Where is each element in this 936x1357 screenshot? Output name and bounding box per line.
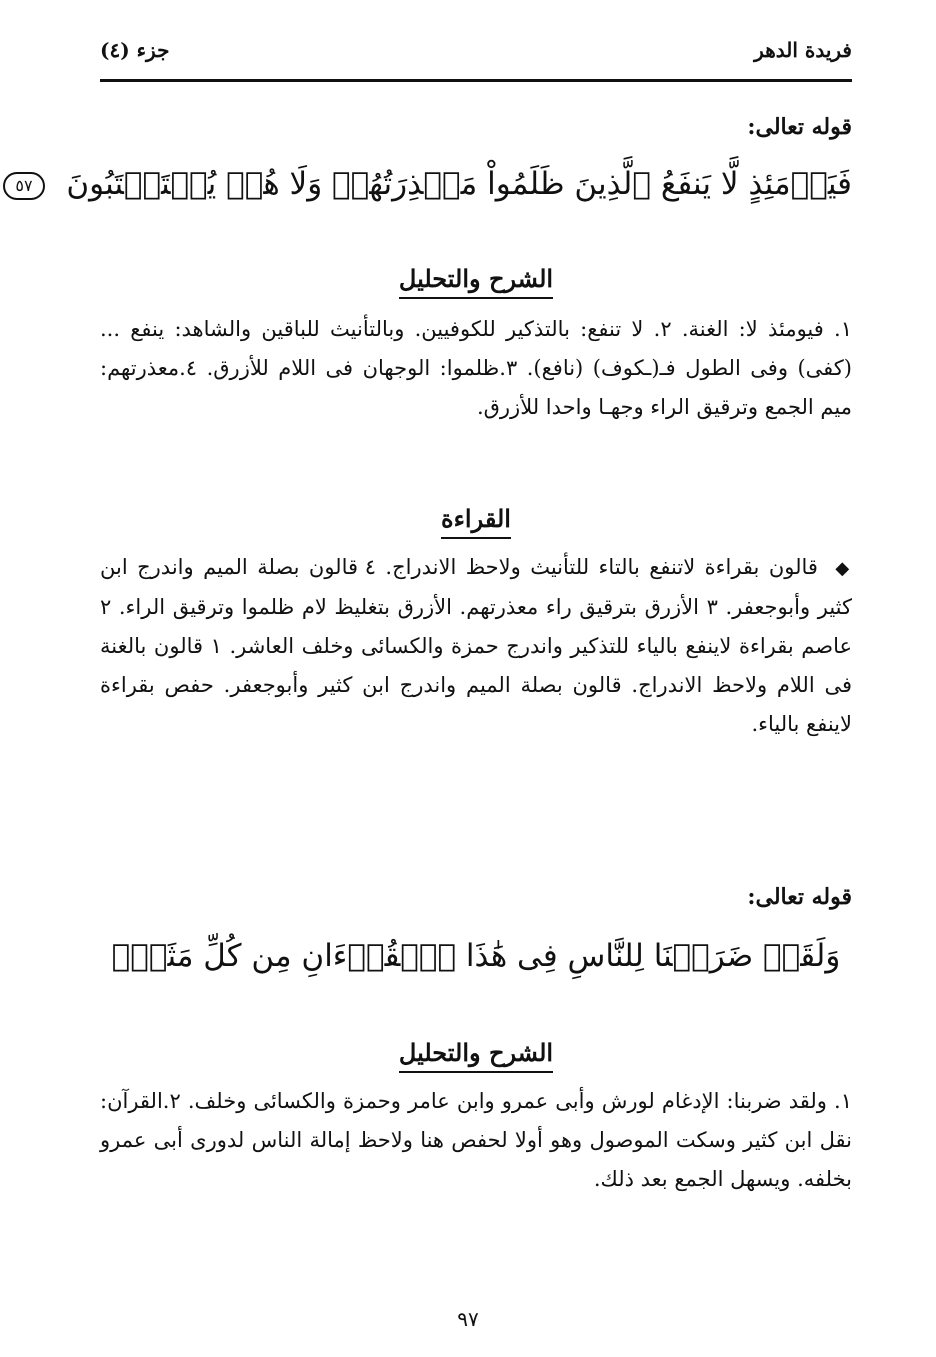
- running-header: [100, 38, 852, 78]
- ayah-number-mark: ٥٧: [3, 172, 44, 200]
- header-rule: [100, 79, 852, 82]
- analysis-paragraph-1: ١. فيومئذ لا: الغنة. ٢. لا تنفع: بالتذكير للكوفيين. وبالتأنيث للباقين والشاهد: ينفع ... (كفى) وفى الطول فـ(ـكوف) (نافع). ٣.ظلموا: الوجهان فى اللام للأزرق. ٤.معذرتهم: ميم الجمع وترقيق الراء وجهـا واحدا للأزرق.: [100, 317, 852, 419]
- verse-intro-2: قوله تعالى:: [747, 884, 852, 910]
- quran-verse-1: [15, 160, 852, 208]
- verse-text-1: فَيَوۡمَئِذٍ لَّا يَنفَعُ ٱلَّذِينَ ظَلَمُواْ مَعۡذِرَتُهُمۡ وَلَا هُمۡ يُسۡتَعۡتَبُونَ: [66, 166, 852, 202]
- reading-heading-text: القراءة: [441, 504, 511, 539]
- diamond-bullet-icon: ◆: [835, 558, 853, 579]
- quran-verse-2: [100, 932, 852, 980]
- reading-text: قالون بقراءة لاتنفع بالتاء للتأنيث ولاحظ الاندراج. ٤ قالون بصلة الميم واندرج ابن كثير وأبوجعفر. ٣ الأزرق بترقيق راء معذرتهم. الأزرق بتغليظ لام ظلموا وترقيق الراء. ٢ عاصم بقراءة لاينفع بالياء للتذكير واندرج حمزة والكسائى وخلف العاشر. ١ قالون بالغنة فى اللام ولاحظ الاندراج. قالون بصلة الميم واندرج ابن كثير وأبوجعفر. حفص بقراءة لاينفع بالياء.: [100, 555, 853, 736]
- analysis-heading-1: [100, 264, 852, 293]
- part-number: جزء (٤): [100, 38, 170, 62]
- page-number: ٩٧: [457, 1307, 479, 1331]
- analysis-heading-2-text: الشرح والتحليل: [399, 1038, 553, 1073]
- analysis-heading-2: [100, 1038, 852, 1067]
- verse-text-2: وَلَقَدۡ ضَرَبۡنَا لِلنَّاسِ فِى هَٰذَا ٱلۡقُرۡءَانِ مِن كُلِّ مَثَلٍۚ: [111, 938, 841, 974]
- analysis-paragraph-2: ١. ولقد ضربنا: الإدغام لورش وأبى عمرو وابن عامر وحمزة والكسائى وخلف. ٢.القرآن: نقل ابن كثير وسكت الموصول وهو أولا لحفص هنا ولاحظ إمالة الناس لدورى أبى عمرو بخلفه. ويسهل الجمع بعد ذلك.: [100, 1089, 852, 1191]
- book-title: فريدة الدهر: [754, 38, 852, 62]
- reading-heading: [100, 504, 852, 533]
- verse-intro-1: قوله تعالى:: [747, 114, 852, 140]
- reading-paragraph: [100, 548, 852, 744]
- analysis-heading-1-text: الشرح والتحليل: [399, 264, 553, 299]
